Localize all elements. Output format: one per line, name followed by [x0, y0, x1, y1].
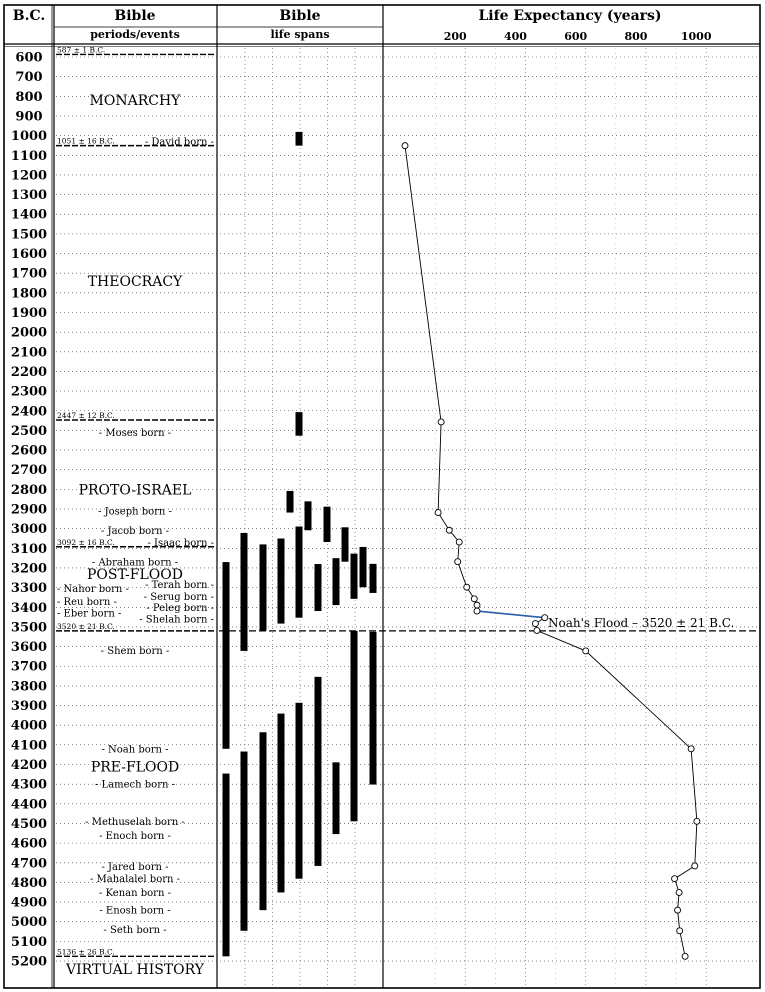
data-point — [542, 615, 548, 621]
y-tick-label: 1700 — [10, 266, 48, 282]
y-tick-label: 4600 — [10, 836, 48, 852]
y-tick-label: 2500 — [10, 423, 48, 439]
y-tick-label: 3000 — [10, 522, 48, 538]
event-label: - Noah born - — [101, 744, 169, 756]
event-label: - Seth born - — [103, 925, 167, 937]
y-tick-label: 5000 — [10, 915, 48, 931]
life-span-bar — [370, 564, 377, 593]
y-tick-label: 1400 — [10, 207, 48, 223]
y-tick-label: 2300 — [10, 384, 48, 400]
y-tick-label: 2700 — [10, 463, 48, 479]
x-tick-label: 400 — [503, 30, 527, 43]
life-span-bar — [315, 564, 322, 611]
life-span-bar — [260, 732, 267, 910]
data-point — [402, 143, 408, 149]
header-events-title: Bible — [114, 8, 156, 24]
x-tick-label: 1000 — [680, 30, 712, 43]
life-span-bar — [223, 562, 230, 749]
y-tick-label: 1500 — [10, 227, 48, 243]
y-tick-label: 1800 — [10, 286, 48, 302]
data-point — [435, 510, 441, 516]
data-point — [474, 608, 480, 614]
y-tick-label: 2100 — [10, 345, 48, 361]
event-label: - David born - — [144, 137, 214, 149]
y-tick-label: 1100 — [10, 148, 48, 164]
series-line — [405, 146, 697, 957]
event-label: - Jacob born - — [101, 526, 169, 538]
life-span-bars — [223, 132, 377, 956]
event-label: - Terah born - — [145, 580, 214, 592]
data-point — [677, 928, 683, 934]
event-label: - Shem born - — [100, 646, 170, 658]
life-span-bar — [241, 533, 248, 651]
y-tick-label: 4900 — [10, 895, 48, 911]
y-tick-label: 4500 — [10, 816, 48, 832]
y-tick-label: 3800 — [10, 679, 48, 695]
header-life-title: Life Expectancy (years) — [478, 8, 662, 24]
life-span-bar — [296, 132, 303, 146]
life-span-bar — [223, 774, 230, 957]
life-span-bar — [296, 527, 303, 618]
data-point — [583, 648, 589, 654]
header-events-sub: periods/events — [90, 28, 180, 41]
life-span-bar — [333, 762, 340, 834]
y-tick-label: 2000 — [10, 325, 48, 341]
y-tick-label: 4100 — [10, 738, 48, 754]
period-label: THEOCRACY — [87, 274, 183, 291]
life-span-bar — [342, 527, 349, 561]
y-tick-label: 5100 — [10, 934, 48, 950]
data-point — [534, 627, 540, 633]
event-label: - Nahor born - — [57, 584, 129, 596]
chart-labels — [11, 8, 734, 978]
y-tick-label: 3500 — [10, 620, 48, 636]
life-span-bar — [315, 677, 322, 866]
life-span-bar — [296, 703, 303, 879]
event-label: - Mahalalel born - — [89, 873, 181, 885]
event-label: - Reu born - — [57, 596, 117, 608]
life-span-bar — [278, 538, 285, 623]
event-label: - Eber born - — [57, 608, 122, 620]
series-highlight — [477, 611, 545, 618]
x-tick-label: 200 — [443, 30, 467, 43]
data-point — [455, 559, 461, 565]
anchor-label: 1051 ± 16 B.C. — [57, 136, 115, 146]
data-point — [456, 539, 462, 545]
y-tick-label: 3200 — [10, 561, 48, 577]
data-point — [438, 419, 444, 425]
y-tick-label: 1600 — [10, 247, 48, 263]
life-expectancy-series — [402, 143, 700, 960]
y-tick-label: 1200 — [10, 168, 48, 184]
event-label: - Shelah born - — [139, 614, 214, 626]
life-span-bar — [278, 714, 285, 893]
y-tick-label: 3900 — [10, 699, 48, 715]
life-span-bar — [333, 558, 340, 605]
y-tick-label: 2400 — [10, 404, 48, 420]
y-tick-label: 3300 — [10, 581, 48, 597]
data-point — [675, 907, 681, 913]
event-label: - Abraham born - — [91, 557, 179, 569]
life-span-bar — [296, 412, 303, 436]
anchor-label: 587 ± 1 B.C. — [57, 45, 106, 55]
event-label: - Kenan born - — [99, 887, 171, 899]
y-tick-label: 800 — [15, 89, 43, 105]
y-tick-label: 2600 — [10, 443, 48, 459]
data-point — [532, 621, 538, 627]
life-span-bar — [370, 632, 377, 785]
x-tick-label: 600 — [564, 30, 588, 43]
data-point — [672, 876, 678, 882]
y-tick-label: 4400 — [10, 797, 48, 813]
data-point — [676, 889, 682, 895]
data-point — [464, 584, 470, 590]
y-tick-label: 1300 — [10, 188, 48, 204]
data-point — [474, 602, 480, 608]
y-tick-label: 3100 — [10, 541, 48, 557]
life-span-bar — [241, 752, 248, 931]
x-tick-label: 800 — [624, 30, 648, 43]
event-label: - Jared born - — [101, 862, 169, 874]
anchor-label: 5136 ± 26 B.C. — [57, 947, 115, 957]
life-span-bar — [305, 501, 312, 530]
event-label: - Serug born - — [143, 591, 214, 603]
y-tick-label: 4300 — [10, 777, 48, 793]
y-tick-label: 2800 — [10, 482, 48, 498]
y-tick-label: 1000 — [10, 129, 48, 145]
anchor-label: 2447 ± 12 B.C. — [57, 410, 115, 420]
data-point — [471, 596, 477, 602]
y-tick-label: 3700 — [10, 659, 48, 675]
flood-label: Noah's Flood – 3520 ± 21 B.C. — [548, 615, 735, 630]
period-label: PROTO-ISRAEL — [78, 482, 192, 499]
y-tick-label: 2200 — [10, 364, 48, 380]
period-label: PRE-FLOOD — [90, 759, 180, 776]
event-label: - Moses born - — [98, 427, 172, 439]
event-label: - Isaac born - — [147, 537, 214, 549]
event-label: - Enoch born - — [99, 830, 171, 842]
data-point — [692, 863, 698, 869]
period-label: VIRTUAL HISTORY — [66, 961, 204, 978]
life-span-bar — [351, 631, 358, 821]
y-tick-label: 700 — [15, 70, 43, 86]
y-tick-label: 4800 — [10, 875, 48, 891]
life-span-bar — [287, 491, 294, 513]
header-year: B.C. — [12, 8, 46, 24]
life-span-bar — [351, 554, 358, 599]
header-spans-title: Bible — [279, 8, 321, 24]
data-point — [446, 527, 452, 533]
header-spans-sub: life spans — [270, 28, 330, 41]
event-label: - Joseph born - — [98, 506, 172, 518]
y-tick-label: 5200 — [10, 954, 48, 970]
y-tick-label: 3400 — [10, 600, 48, 616]
life-span-bar — [260, 544, 267, 630]
y-tick-label: 600 — [15, 50, 43, 66]
y-tick-label: 4700 — [10, 856, 48, 872]
period-label: POST-FLOOD — [87, 566, 183, 583]
event-label: - Peleg born - — [146, 602, 214, 614]
anchor-label: 3520 ± 21 B.C. — [57, 621, 115, 631]
period-label: MONARCHY — [89, 93, 181, 110]
data-point — [694, 818, 700, 824]
y-tick-label: 1900 — [10, 305, 48, 321]
life-span-bar — [324, 507, 331, 542]
y-tick-label: 900 — [15, 109, 43, 125]
data-point — [682, 953, 688, 959]
event-label: - Enosh born - — [99, 905, 171, 917]
event-label: - Lamech born - — [95, 779, 175, 791]
y-tick-label: 2900 — [10, 502, 48, 518]
y-tick-label: 3600 — [10, 640, 48, 656]
anchor-label: 3092 ± 16 B.C. — [57, 537, 115, 547]
data-point — [688, 746, 694, 752]
life-span-bar — [360, 547, 367, 587]
y-tick-label: 4000 — [10, 718, 48, 734]
y-tick-label: 4200 — [10, 758, 48, 774]
event-label: - Methuselah born - — [85, 817, 185, 829]
